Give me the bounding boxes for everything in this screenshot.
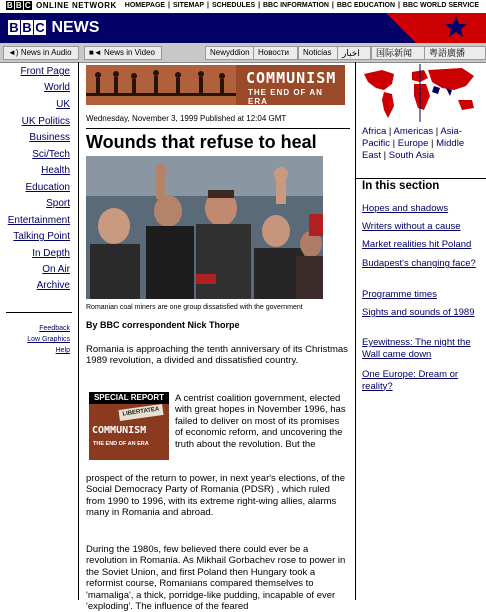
- region-link-south-asia[interactable]: South Asia: [388, 150, 435, 161]
- logo-letter: C: [35, 20, 45, 35]
- lang-cantonese-button[interactable]: 粤語廣播: [424, 46, 486, 60]
- article-paragraph-2-continued: prospect of the return to power, in next year's elections, of the Social Democracy Party of Romania (PDSR) , which ruled from 1990 to 1996, with its extreme right-wing allies, alarms many in Romania and abroad.: [86, 473, 345, 519]
- red-star-flag-graphic: [346, 13, 486, 43]
- top-link-schedules[interactable]: SCHEDULES: [211, 2, 256, 9]
- header-banner-subtitle: THE END OF AN ERA: [248, 88, 323, 105]
- logo-letter: B: [22, 20, 32, 35]
- section-link[interactable]: Programme times: [362, 289, 437, 300]
- left-nav-world[interactable]: World: [44, 82, 70, 93]
- top-link-bbc-education[interactable]: BBC EDUCATION: [336, 2, 396, 9]
- region-link-africa[interactable]: Africa: [362, 126, 387, 137]
- coal-miners-protest-photo: [86, 156, 323, 299]
- top-link-sitemap[interactable]: SITEMAP: [172, 2, 205, 9]
- left-nav-education[interactable]: Education: [25, 182, 70, 193]
- lang-russian-button[interactable]: Новости: [253, 46, 298, 60]
- top-link-bbc-world-service[interactable]: BBC WORLD SERVICE: [402, 2, 479, 9]
- world-map-graphic[interactable]: [362, 64, 480, 122]
- dateline: Wednesday, November 3, 1999 Published at 12:04 GMT: [86, 114, 287, 123]
- left-nav-in-depth[interactable]: In Depth: [32, 248, 70, 259]
- section-link[interactable]: Budapest's changing face?: [362, 258, 476, 269]
- logo-letter: C: [24, 1, 32, 10]
- left-nav-divider: [6, 312, 72, 313]
- header-banner-title: COMMUNISM: [246, 69, 337, 87]
- special-report-label: SPECIAL REPORT: [89, 392, 169, 404]
- speaker-icon: ◄): [8, 48, 19, 57]
- special-report-badge[interactable]: [89, 392, 169, 460]
- top-strip: [0, 0, 486, 13]
- section-link[interactable]: Hopes and shadows: [362, 203, 449, 214]
- left-nav-uk[interactable]: UK: [56, 99, 70, 110]
- online-network-label: ONLINE NETWORK: [36, 1, 117, 10]
- help-link[interactable]: Help: [55, 347, 70, 354]
- region-link-asia-pacific[interactable]: Asia-Pacific: [362, 126, 463, 149]
- news-label: NEWS: [51, 19, 100, 36]
- communism-header-banner[interactable]: [86, 65, 345, 105]
- region-link-middle-east[interactable]: Middle East: [362, 138, 465, 161]
- lang-welsh-button[interactable]: Newyddion: [205, 46, 254, 60]
- news-in-audio-button[interactable]: [3, 46, 79, 60]
- left-nav-archive[interactable]: Archive: [36, 280, 70, 291]
- in-this-section-heading: In this section: [362, 180, 440, 192]
- dateline-divider: [86, 128, 350, 129]
- lang-spanish-button[interactable]: Noticias: [298, 46, 338, 60]
- lang-chinese-button[interactable]: 国际新闻: [371, 46, 425, 60]
- lang-arabic-button[interactable]: اخبار: [337, 46, 371, 60]
- bbc-online-logo[interactable]: [6, 1, 118, 10]
- article-paragraph-3: During the 1980s, few believed there could ever be a revolution in Romania. As Mikhail Gorbachev rose to power in the Soviet Union, and first Poland then Hungary took a reformist course, Romanians compared themselves to 'mamaliga', a thick, porridge-like pudding, incapable of ever 'exploding'. The influence of the feared: [86, 544, 346, 612]
- bbc-news-logo[interactable]: [8, 19, 99, 37]
- byline: By BBC correspondent Nick Thorpe: [86, 320, 240, 330]
- top-link-homepage[interactable]: HOMEPAGE: [124, 2, 166, 9]
- region-link-americas[interactable]: Americas: [393, 126, 434, 137]
- photo-caption: Romanian coal miners are one group dissatisfied with the government: [86, 304, 303, 311]
- language-nav-bar: [0, 43, 486, 63]
- region-links: Africa | Americas | Asia-Pacific | Europe | Middle East | South Asia: [362, 126, 465, 161]
- headline: Wounds that refuse to heal: [86, 132, 317, 152]
- section-link[interactable]: Sights and sounds of 1989: [362, 307, 475, 318]
- left-nav-sport[interactable]: Sport: [46, 198, 70, 209]
- special-report-image: [89, 404, 169, 460]
- left-nav-front-page[interactable]: Front Page: [20, 66, 70, 77]
- section-link[interactable]: Writers without a cause: [362, 221, 461, 232]
- left-nav-talking-point[interactable]: Talking Point: [13, 231, 70, 242]
- logo-letter: B: [9, 20, 19, 35]
- feedback-link[interactable]: Feedback: [39, 325, 70, 332]
- top-links: HOMEPAGE | SITEMAP | SCHEDULES | BBC INFORMATION | BBC EDUCATION | BBC WORLD SERVICE: [124, 2, 479, 9]
- news-in-video-label: News in Video: [103, 48, 155, 57]
- libertatea-sign: LIBERTATEA: [118, 404, 163, 421]
- right-sidebar: [355, 62, 486, 600]
- logo-letter: B: [15, 1, 23, 10]
- left-nav-on-air[interactable]: On Air: [42, 264, 70, 275]
- left-nav: [0, 62, 79, 600]
- logo-letter: B: [6, 1, 14, 10]
- left-nav-business[interactable]: Business: [29, 132, 70, 143]
- news-in-audio-label: News in Audio: [20, 48, 72, 57]
- low-graphics-link[interactable]: Low Graphics: [27, 336, 70, 343]
- region-link-europe[interactable]: Europe: [397, 138, 429, 149]
- article-paragraph-1: Romania is approaching the tenth anniversary of its Christmas 1989 revolution, a divided and dissatisfied country.: [86, 344, 348, 367]
- news-in-video-button[interactable]: [84, 46, 162, 60]
- right-sidebar-divider: [356, 178, 486, 179]
- left-nav-health[interactable]: Health: [41, 165, 70, 176]
- left-nav-entertainment[interactable]: Entertainment: [7, 215, 70, 226]
- bbc-news-banner: [0, 13, 486, 43]
- camera-icon: ■◄: [89, 48, 102, 57]
- special-report-title: COMMUNISM: [92, 425, 147, 436]
- section-link[interactable]: One Europe: Dream or reality?: [362, 369, 459, 392]
- article-paragraph-2: A centrist coalition government, elected with great hopes in November 1996, has failed to deliver on most of its promises of economic reform, and uncovering the truth about the revolution. But the: [175, 393, 346, 450]
- special-report-subtitle: THE END OF AN ERA: [93, 441, 149, 447]
- left-nav-uk-politics[interactable]: UK Politics: [21, 116, 70, 127]
- section-link[interactable]: Eyewitness: The night the Wall came down: [362, 337, 471, 360]
- section-link[interactable]: Market realities hit Poland: [362, 239, 472, 250]
- left-nav-sci-tech[interactable]: Sci/Tech: [32, 149, 70, 160]
- top-link-bbc-information[interactable]: BBC INFORMATION: [262, 2, 329, 9]
